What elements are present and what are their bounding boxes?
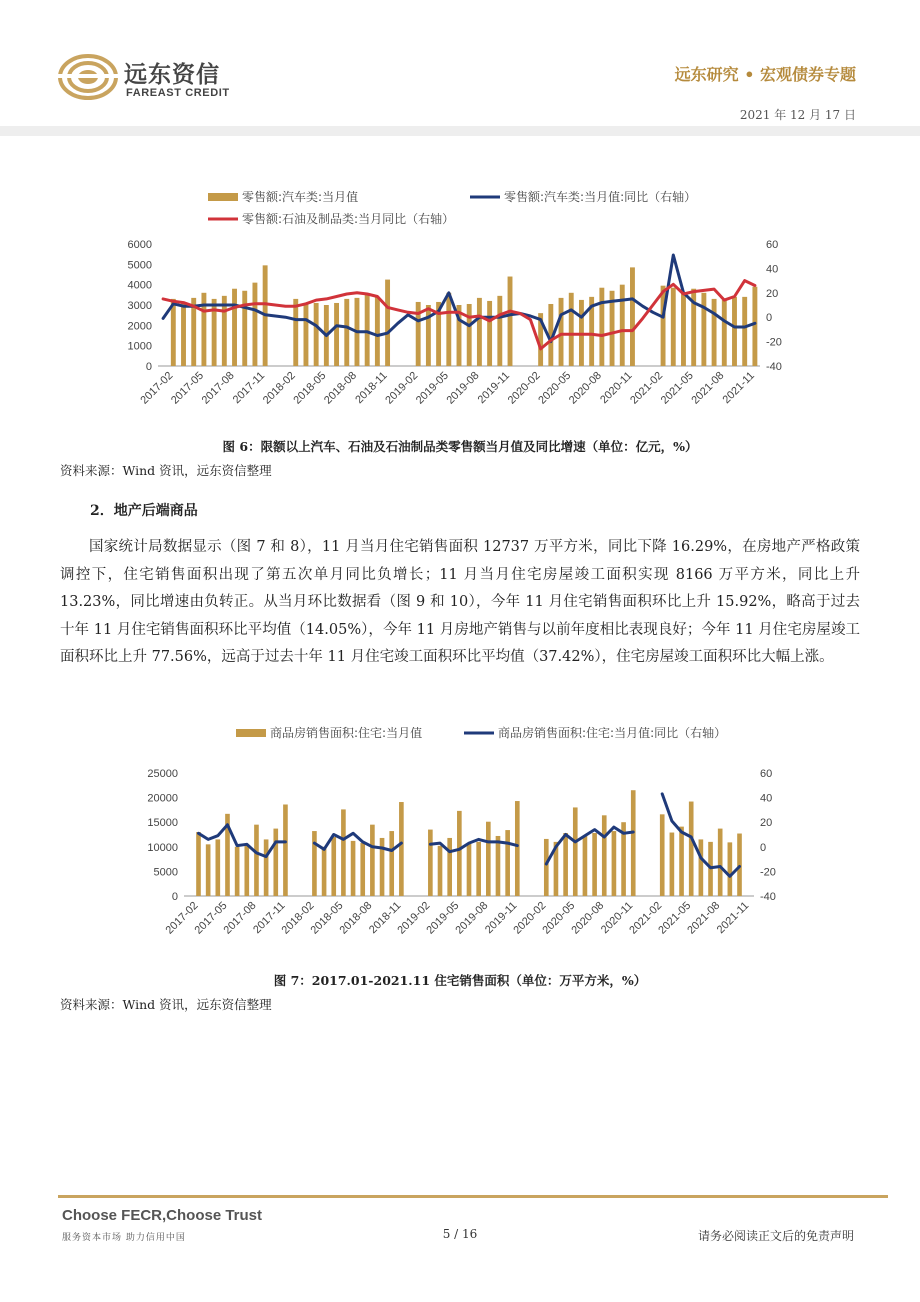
bar <box>446 293 451 366</box>
x-tick-label: 2018-08 <box>337 899 375 937</box>
bar <box>334 303 339 366</box>
y-left-tick-label: 5000 <box>127 259 152 272</box>
x-tick-label: 2020-11 <box>598 369 635 407</box>
chart-residential-sales-area <box>0 715 920 965</box>
x-tick-label: 2020-08 <box>566 369 604 407</box>
bar <box>426 305 431 366</box>
figure-6-caption: 图 6：限额以上汽车、石油及石油制品类零售额当月值及同比增速（单位：亿元，%） <box>222 439 698 454</box>
report-date: 2021 年 12 月 17 日 <box>739 108 856 122</box>
logo-chinese-name: 远东资信 <box>124 62 220 88</box>
bar <box>592 833 597 896</box>
bar <box>283 804 288 896</box>
x-tick-label: 2021-08 <box>685 899 723 937</box>
bar <box>304 303 309 366</box>
x-tick-label: 2020-11 <box>598 899 636 937</box>
y-left-tick-label: 0 <box>145 361 152 373</box>
fareast-logo-icon <box>58 52 118 102</box>
x-tick-label: 2021-11 <box>714 899 752 937</box>
x-tick-label: 2020-05 <box>540 899 578 937</box>
y-right-tick-label: -40 <box>766 361 782 373</box>
section-heading: 2．地产后端商品 <box>90 503 198 519</box>
bar <box>232 289 237 366</box>
x-tick-label: 2018-11 <box>353 369 390 407</box>
bar <box>496 836 501 896</box>
legend-swatch-residential-sales <box>236 729 266 737</box>
bar <box>244 844 249 896</box>
y-right-tick-label: -20 <box>766 336 782 349</box>
legend <box>236 725 726 740</box>
bar <box>737 834 742 896</box>
x-tick-label: 2018-08 <box>322 369 360 407</box>
x-tick-label: 2021-02 <box>628 369 666 407</box>
bar <box>620 285 625 366</box>
bar <box>752 287 757 366</box>
bar <box>171 299 176 366</box>
y-left-tick-label: 6000 <box>127 239 152 251</box>
bar <box>599 288 604 366</box>
chart-auto-petroleum-retail <box>0 180 920 430</box>
x-tick-label: 2018-11 <box>367 899 404 937</box>
bar <box>293 299 298 366</box>
bar <box>742 297 747 366</box>
bar <box>559 298 564 366</box>
figure-6-source: 资料来源：Wind 资讯，远东资信整理 <box>60 463 272 478</box>
x-tick-label: 2020-02 <box>511 899 549 937</box>
y-right-tick-label: -20 <box>760 866 776 879</box>
legend-label-auto-retail: 零售额:汽车类:当月值 <box>242 190 359 204</box>
x-tick-label: 2017-02 <box>163 899 201 937</box>
y-right-tick-label: -40 <box>760 891 776 903</box>
bar <box>681 293 686 366</box>
x-tick-label: 2019-08 <box>444 369 482 407</box>
x-tick-label: 2021-02 <box>627 899 665 937</box>
bar <box>447 838 452 896</box>
body-paragraph: 国家统计局数据显示（图 7 和 8），11 月当月住宅销售面积 12737 万平方米，同比下降 16.29%，在房地产严格政策调控下，住宅销售面积出现了第五次单月同比负增长；11 月当月住宅房屋竣工面积实现 8166 万平方米，同比上升 13.23%，同比增速由负转正。从当月环比数据看（图 9 和 10），今年 11 月住宅销售面积环比上升 15.92%，略高于过去十年 11 月住宅销售面积环比平均值（14.05%），今年 11 月房地产销售与以前年度相比表现良好；今年 11 月住宅房屋竣工面积环比上升 77.56%，远高于过去十年 11 月住宅竣工面积环比平均值（37.42%），住宅房屋竣工面积环比大幅上涨。 <box>60 539 860 665</box>
series-line-navy <box>199 825 286 857</box>
bar <box>457 811 462 896</box>
bar <box>360 843 365 896</box>
bar <box>569 293 574 366</box>
footer-slogan: 服务资本市场 助力信用中国 <box>62 1233 186 1243</box>
header-divider <box>0 126 920 136</box>
bar <box>679 827 684 896</box>
y-left-tick-label: 5000 <box>153 866 178 879</box>
bar <box>254 825 259 896</box>
bar <box>612 831 617 896</box>
y-right-tick-label: 20 <box>766 287 779 300</box>
x-tick-label: 2021-05 <box>658 369 696 407</box>
x-tick-label: 2018-02 <box>279 899 317 937</box>
legend-label-residential-sales: 商品房销售面积:住宅:当月值 <box>270 726 423 740</box>
bar <box>573 807 578 896</box>
bar <box>515 801 520 896</box>
x-tick-label: 2019-02 <box>383 369 421 407</box>
footer-divider <box>58 1195 888 1198</box>
y-right-tick-label: 20 <box>760 817 773 830</box>
bar <box>467 844 472 896</box>
x-tick-label: 2020-02 <box>505 369 543 407</box>
x-tick-label: 2019-11 <box>475 369 513 407</box>
y-right-tick-label: 0 <box>760 841 767 854</box>
legend <box>208 189 696 226</box>
x-tick-label: 2020-05 <box>536 369 574 407</box>
bar <box>477 298 482 366</box>
page-header <box>0 0 920 135</box>
series-line-navy <box>314 833 401 850</box>
bar <box>322 847 327 896</box>
y-left-tick-label: 20000 <box>147 792 178 805</box>
bar <box>732 297 737 366</box>
bar <box>486 822 491 896</box>
series-line-navy <box>546 827 633 864</box>
x-tick-label: 2021-05 <box>656 899 694 937</box>
bar <box>670 833 675 896</box>
bar <box>602 815 607 896</box>
x-tick-label: 2019-08 <box>453 899 491 937</box>
y-left-tick-label: 3000 <box>127 300 152 312</box>
bar <box>728 842 733 896</box>
series-line-navy <box>430 839 517 851</box>
x-tick-label: 2019-05 <box>413 369 451 407</box>
legend-label-petroleum-yoy: 零售额:石油及制品类:当月同比（右轴） <box>242 212 455 226</box>
x-tick-label: 2017-08 <box>199 369 237 407</box>
bar <box>712 299 717 366</box>
legend-swatch-auto-retail <box>208 193 238 201</box>
y-left-tick-label: 1000 <box>127 340 152 353</box>
y-right-tick-label: 0 <box>766 312 773 325</box>
x-tick-label: 2017-11 <box>230 369 268 407</box>
x-tick-label: 2018-02 <box>260 369 298 407</box>
page-number: 5 / 16 <box>442 1227 478 1241</box>
bar <box>375 297 380 366</box>
bar <box>242 291 247 366</box>
y-left-tick-label: 2000 <box>127 320 152 333</box>
bar <box>699 839 704 896</box>
bar <box>196 832 201 896</box>
bar <box>181 303 186 366</box>
bar <box>206 844 211 896</box>
x-tick-label: 2017-11 <box>251 899 288 937</box>
report-series-title: 远东研究 • 宏观债券专题 <box>674 65 856 84</box>
bar <box>660 814 665 896</box>
bar <box>722 300 727 366</box>
footer-disclaimer: 请务必阅读正文后的免责声明 <box>697 1229 854 1243</box>
bar <box>428 830 433 896</box>
x-tick-label: 2017-05 <box>192 899 230 937</box>
logo-english-name: FAREAST CREDIT <box>126 87 230 99</box>
x-tick-label: 2019-05 <box>424 899 462 937</box>
y-left-tick-label: 15000 <box>147 817 178 830</box>
y-left-tick-label: 10000 <box>147 841 178 854</box>
y-right-tick-label: 40 <box>766 263 779 276</box>
bar <box>497 296 502 366</box>
bar <box>314 303 319 366</box>
bar <box>389 831 394 896</box>
bar <box>583 836 588 896</box>
y-left-tick-label: 25000 <box>147 768 178 780</box>
bar <box>631 790 636 896</box>
bar <box>273 829 278 896</box>
y-right-tick-label: 60 <box>766 239 779 251</box>
bar <box>630 267 635 366</box>
bar <box>467 304 472 366</box>
bar <box>476 842 481 896</box>
figure-7-caption: 图 7：2017.01-2021.11 住宅销售面积（单位：万平方米，%） <box>273 973 647 988</box>
bar <box>312 831 317 896</box>
legend-label-residential-yoy: 商品房销售面积:住宅:当月值:同比（右轴） <box>498 726 727 740</box>
bar <box>718 829 723 896</box>
y-right-tick-label: 60 <box>760 768 773 780</box>
bar <box>385 280 390 366</box>
bar <box>399 802 404 896</box>
legend-label-auto-yoy: 零售额:汽车类:当月值:同比（右轴） <box>504 190 697 204</box>
bar <box>252 283 257 366</box>
bar <box>235 847 240 896</box>
bar <box>487 301 492 366</box>
bar <box>215 839 220 896</box>
x-tick-label: 2019-02 <box>395 899 433 937</box>
x-tick-label: 2021-11 <box>720 369 758 407</box>
x-tick-label: 2019-11 <box>482 899 520 937</box>
x-tick-label: 2017-05 <box>169 369 207 407</box>
bar <box>671 288 676 366</box>
x-tick-label: 2017-02 <box>138 369 176 407</box>
x-tick-label: 2017-08 <box>221 899 259 937</box>
footer-brand: Choose FECR,Choose Trust <box>62 1207 263 1224</box>
bar <box>508 277 513 366</box>
y-left-tick-label: 4000 <box>127 279 152 292</box>
bar <box>341 809 346 896</box>
bar <box>438 846 443 896</box>
y-left-tick-label: 0 <box>171 891 178 903</box>
x-tick-label: 2021-08 <box>689 369 727 407</box>
x-tick-label: 2018-05 <box>291 369 329 407</box>
bar <box>344 299 349 366</box>
bar <box>351 841 356 896</box>
y-right-tick-label: 40 <box>760 792 773 805</box>
bar <box>544 839 549 896</box>
bar <box>701 293 706 366</box>
bar <box>331 837 336 896</box>
figure-7-source: 资料来源：Wind 资讯，远东资信整理 <box>60 997 272 1012</box>
bar <box>505 830 510 896</box>
x-tick-label: 2018-05 <box>308 899 346 937</box>
bar <box>689 802 694 896</box>
bar <box>563 833 568 896</box>
bar <box>370 825 375 896</box>
x-tick-label: 2020-08 <box>569 899 607 937</box>
bar <box>264 839 269 896</box>
